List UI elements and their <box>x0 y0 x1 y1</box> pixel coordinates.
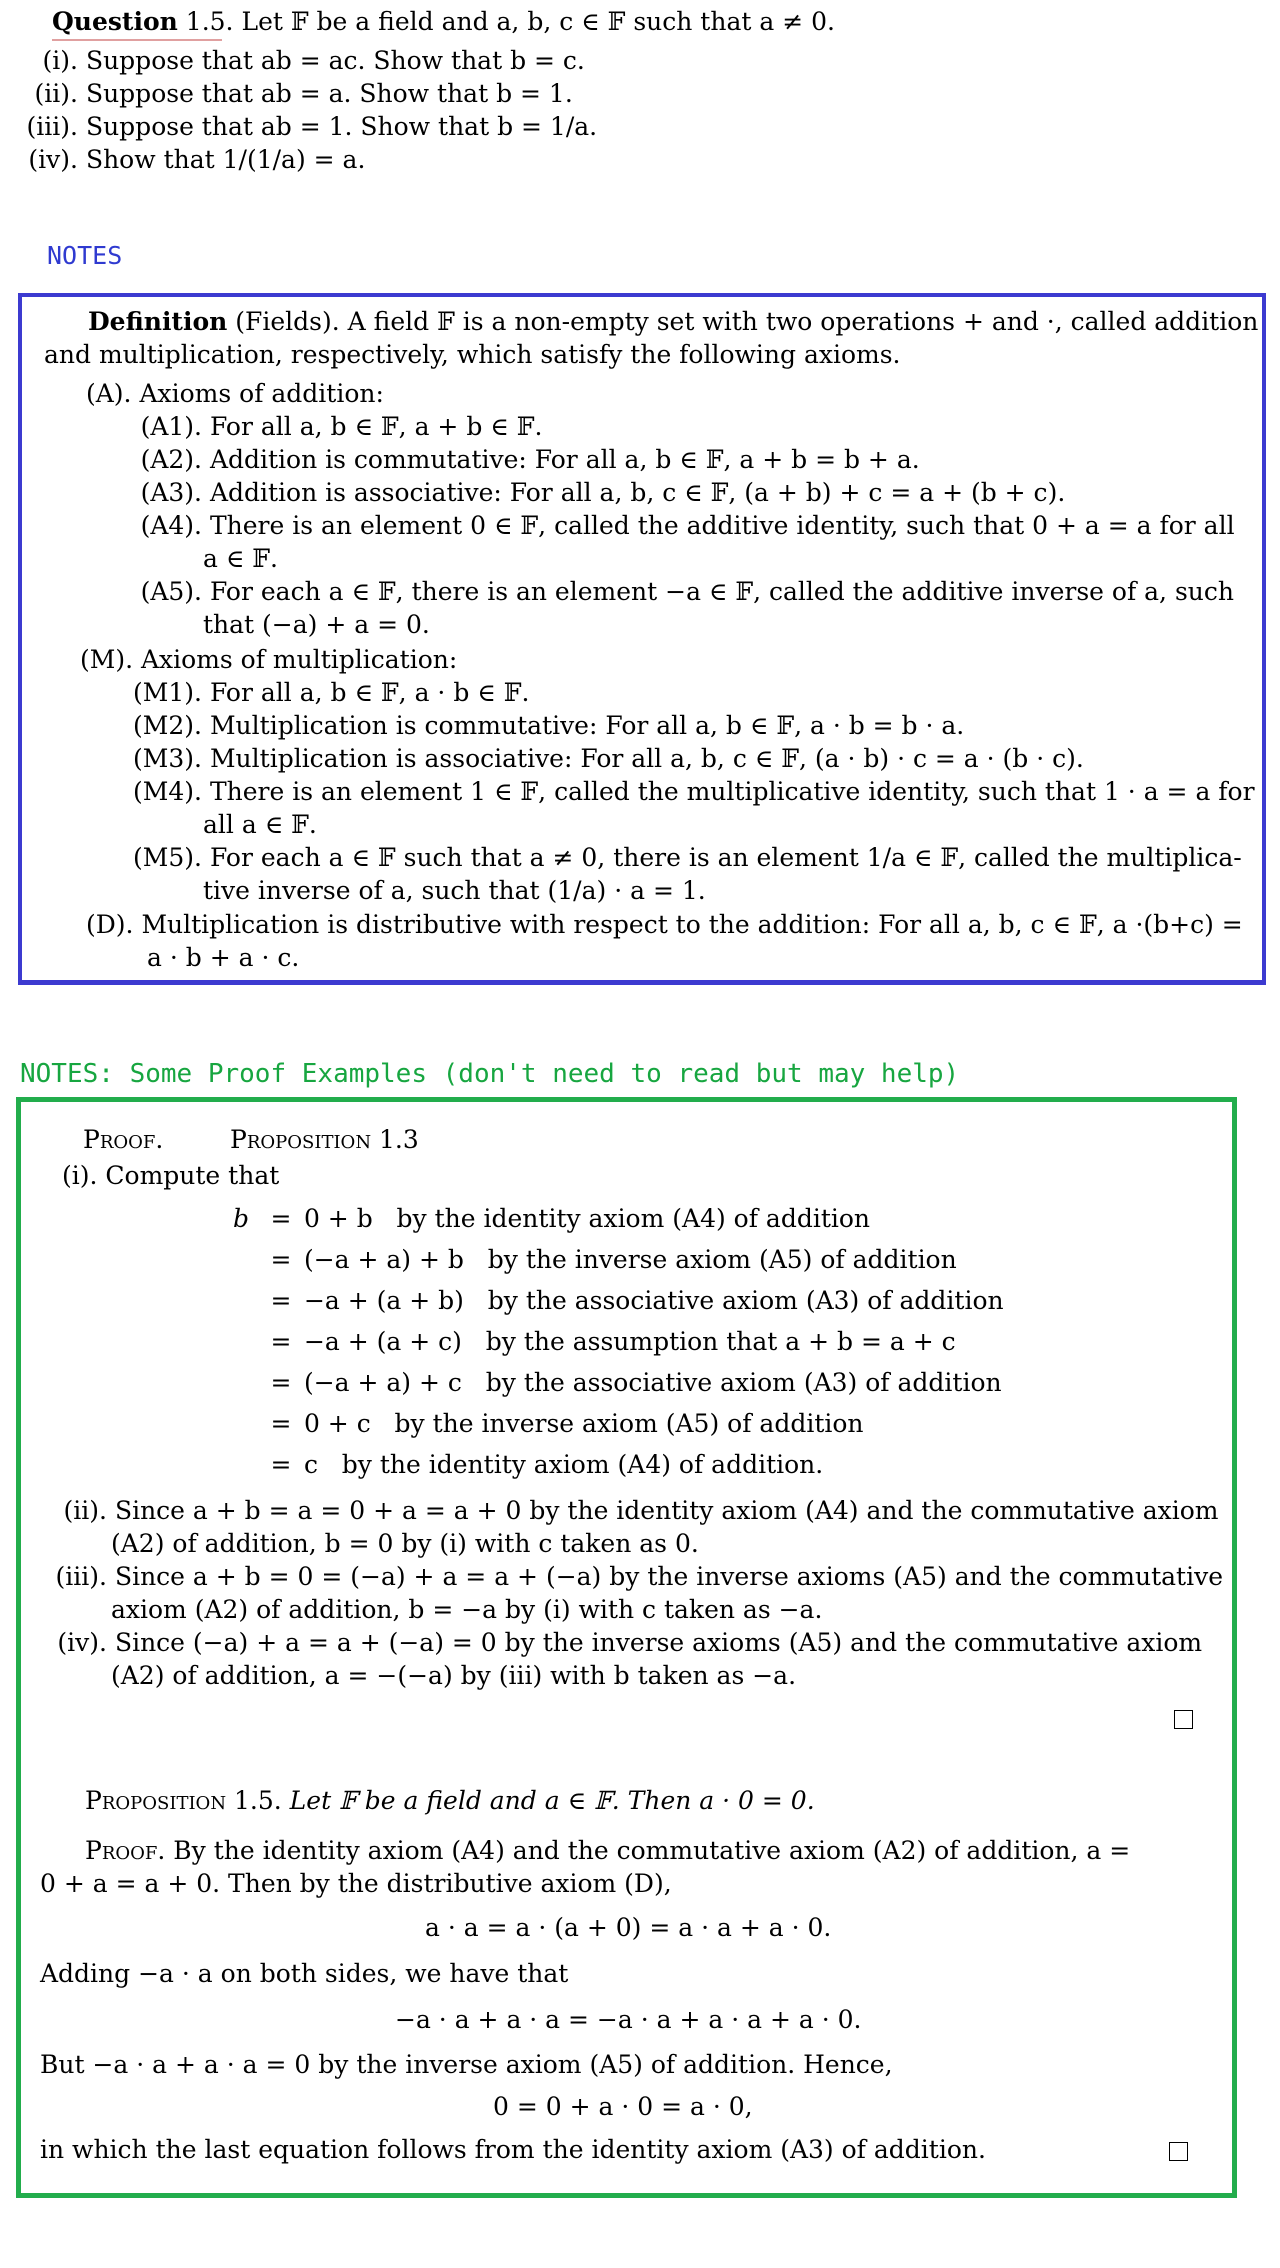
proposition-1-5-text: Let 𝔽 be a field and a ∈ 𝔽. Then a · 0 = 0. <box>289 1786 815 1815</box>
eq-row-6: = 0 + c by the inverse axiom (A5) of addition <box>270 1409 864 1438</box>
proof-part-iv: (iv). Since (−a) + a = a + (−a) = 0 by the inverse axioms (A5) and the commutative axiom <box>57 1628 1203 1657</box>
axiom-d: (D). Multiplication is distributive with respect to the addition: For all a, b, c ∈ 𝔽, a ·(b+c) = <box>86 910 1243 939</box>
axiom-a3: (A3). Addition is associative: For all a, b, c ∈ 𝔽, (a + b) + c = a + (b + c). <box>140 478 1066 507</box>
qed-square-icon-2 <box>1169 2142 1188 2161</box>
proof-part-ii: (ii). Since a + b = a = 0 + a = a + 0 by the identity axiom (A4) and the commutative axiom <box>63 1496 1219 1525</box>
eq-row-7: = c by the identity axiom (A4) of addition. <box>270 1450 824 1479</box>
definition-lead: Definition (Fields). A field 𝔽 is a non-empty set with two operations + and ·, called addition <box>88 307 1259 336</box>
proof-part-i: (i). Compute that <box>62 1161 280 1190</box>
axiom-m2: (M2). Multiplication is commutative: For all a, b ∈ 𝔽, a · b = b · a. <box>133 711 965 740</box>
eq-lhs: b <box>233 1204 250 1233</box>
axiom-m1: (M1). For all a, b ∈ 𝔽, a · b ∈ 𝔽. <box>133 678 530 707</box>
eq-row-5: = (−a + a) + c by the associative axiom (A3) of addition <box>270 1368 1002 1397</box>
axiom-a5: (A5). For each a ∈ 𝔽, there is an element −a ∈ 𝔽, called the additive inverse of a, such <box>140 577 1234 606</box>
axiom-d-cont: a · b + a · c. <box>147 943 300 972</box>
proof-part-iv-cont: (A2) of addition, a = −(−a) by (iii) with b taken as −a. <box>111 1661 797 1690</box>
eq-row-1: = 0 + b by the identity axiom (A4) of addition <box>270 1204 871 1233</box>
question-part-i: (i). Suppose that ab = ac. Show that b = c. <box>42 46 585 75</box>
proposition-1-3-label: Proposition 1.3 <box>230 1125 419 1154</box>
proof-part-ii-cont: (A2) of addition, b = 0 by (i) with c taken as 0. <box>111 1529 699 1558</box>
question-part-iii: (iii). Suppose that ab = 1. Show that b = 1/a. <box>26 112 598 141</box>
notes-heading: NOTES <box>47 241 123 270</box>
proof-label: Proof. <box>83 1125 164 1154</box>
proposition-1-5 <box>85 1785 815 1818</box>
eq-row-3: = −a + (a + b) by the associative axiom (A3) of addition <box>270 1286 1004 1315</box>
axiom-m4: (M4). There is an element 1 ∈ 𝔽, called the multiplicative identity, such that 1 · a = a for <box>133 777 1255 806</box>
question-part-ii: (ii). Suppose that ab = a. Show that b = 1. <box>34 79 573 108</box>
question-number: 1.5. <box>185 7 234 36</box>
axiom-a1: (A1). For all a, b ∈ 𝔽, a + b ∈ 𝔽. <box>140 412 543 441</box>
question-heading <box>52 6 835 39</box>
final-line: in which the last equation follows from the identity axiom (A3) of addition. <box>40 2135 986 2164</box>
proof-examples-heading: NOTES: Some Proof Examples (don't need to read but may help) <box>20 1059 960 1089</box>
display-equation-1: a · a = a · (a + 0) = a · a + a · 0. <box>425 1913 832 1942</box>
axioms-addition-heading: (A). Axioms of addition: <box>86 379 384 408</box>
axiom-a4: (A4). There is an element 0 ∈ 𝔽, called the additive identity, such that 0 + a = a for all <box>140 511 1235 540</box>
axiom-a4-cont: a ∈ 𝔽. <box>203 544 278 573</box>
axiom-m4-cont: all a ∈ 𝔽. <box>203 810 317 839</box>
adding-line: Adding −a · a on both sides, we have that <box>40 1959 569 1988</box>
eq-row-4: = −a + (a + c) by the assumption that a + b = a + c <box>270 1327 956 1356</box>
definition-title: Definition <box>88 307 228 336</box>
question-title-underline <box>52 39 222 41</box>
axiom-m5-cont: tive inverse of a, such that (1/a) · a = 1. <box>203 876 706 905</box>
question-title: Question <box>52 7 178 36</box>
axiom-a2: (A2). Addition is commutative: For all a, b ∈ 𝔽, a + b = b + a. <box>140 445 920 474</box>
proof-2-line-1: Proof. By the identity axiom (A4) and the commutative axiom (A2) of addition, a = <box>85 1836 1131 1865</box>
proof-2-line-2: 0 + a = a + 0. Then by the distributive axiom (D), <box>40 1869 672 1898</box>
proof-2-label: Proof. <box>85 1836 166 1865</box>
display-equation-3: 0 = 0 + a · 0 = a · 0, <box>493 2092 753 2121</box>
eq-row-2: = (−a + a) + b by the inverse axiom (A5) of addition <box>270 1245 957 1274</box>
proof-part-iii-cont: axiom (A2) of addition, b = −a by (i) with c taken as −a. <box>111 1595 823 1624</box>
axioms-multiplication-heading: (M). Axioms of multiplication: <box>80 645 458 674</box>
but-line: But −a · a + a · a = 0 by the inverse axiom (A5) of addition. Hence, <box>40 2050 893 2079</box>
axiom-m5: (M5). For each a ∈ 𝔽 such that a ≠ 0, there is an element 1/a ∈ 𝔽, called the multiplica- <box>133 843 1242 872</box>
display-equation-2: −a · a + a · a = −a · a + a · a + a · 0. <box>395 2005 862 2034</box>
question-part-iv: (iv). Show that 1/(1/a) = a. <box>28 145 366 174</box>
qed-square-icon <box>1174 1710 1193 1729</box>
question-text: Let 𝔽 be a field and a, b, c ∈ 𝔽 such that a ≠ 0. <box>241 7 835 36</box>
proof-part-iii: (iii). Since a + b = 0 = (−a) + a = a + (−a) by the inverse axioms (A5) and the commutative <box>55 1562 1224 1591</box>
proposition-1-5-label: Proposition 1.5. <box>85 1786 282 1815</box>
axiom-a5-cont: that (−a) + a = 0. <box>203 610 430 639</box>
axiom-m3: (M3). Multiplication is associative: For all a, b, c ∈ 𝔽, (a · b) · c = a · (b · c). <box>133 744 1084 773</box>
definition-lead-2: and multiplication, respectively, which satisfy the following axioms. <box>44 340 901 369</box>
